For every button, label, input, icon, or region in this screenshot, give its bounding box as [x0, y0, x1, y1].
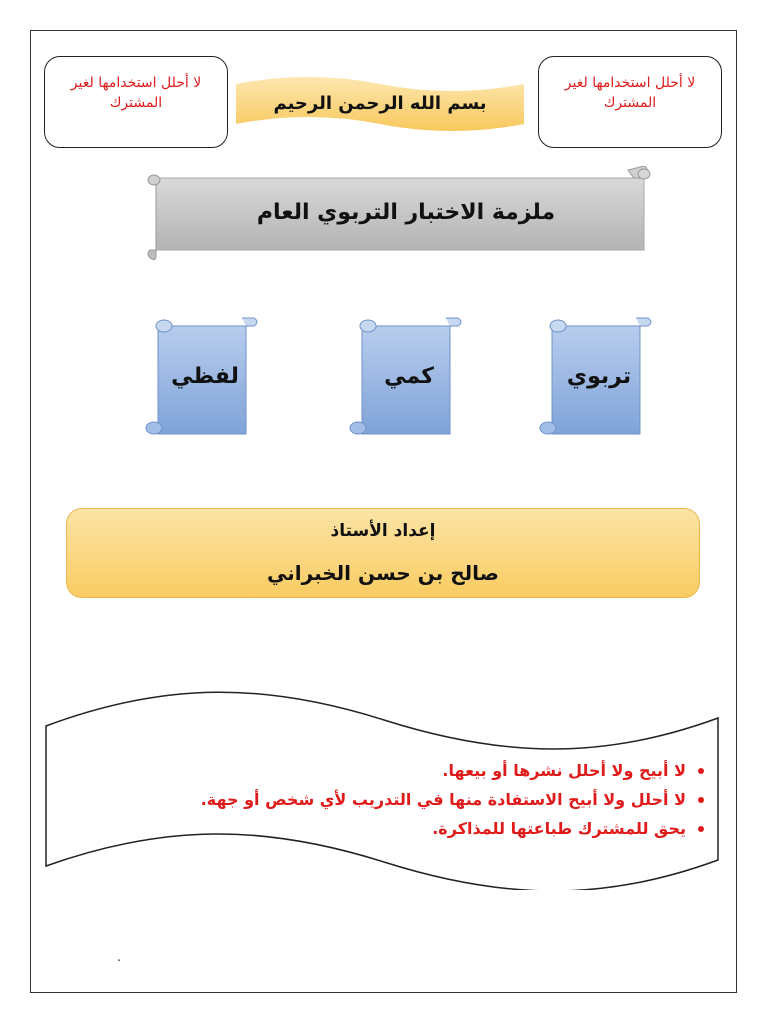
basmala-banner	[236, 76, 524, 136]
bullet-icon	[698, 768, 704, 774]
title-scroll	[146, 166, 654, 264]
author-name: صالح بن حسن الخبراني	[267, 561, 499, 585]
terms-item	[201, 756, 704, 785]
category-label-verbal: لفظي	[171, 363, 239, 389]
terms-list	[201, 756, 704, 843]
notice-text-right: لا أحلل استخدامها لغير المشترك	[564, 75, 696, 111]
category-label-quantitative: كمي	[384, 363, 434, 389]
bullet-icon	[698, 826, 704, 832]
category-scroll-quantitative	[346, 316, 462, 438]
author-label: إعداد الأستاذ	[330, 521, 436, 541]
notice-text-left: لا أحلل استخدامها لغير المشترك	[70, 75, 202, 111]
author-box	[66, 508, 700, 598]
category-scroll-verbal	[142, 316, 258, 438]
category-label-educational: تربوي	[566, 363, 632, 389]
terms-item	[201, 814, 704, 843]
terms-text: يحق للمشترك طباعتها للمذاكرة.	[432, 819, 686, 838]
category-scroll-educational	[536, 316, 652, 438]
bullet-icon	[698, 797, 704, 803]
basmala-text: بسم الله الرحمن الرحيم	[273, 92, 487, 114]
notice-box-right	[538, 56, 722, 148]
terms-text: لا أحلل ولا أبيح الاستفادة منها في التدريب لأي شخص أو جهة.	[200, 790, 686, 809]
terms-item	[201, 785, 704, 814]
stray-mark: .	[117, 950, 121, 964]
page-title: ملزمة الاختبار التربوي العام	[256, 199, 556, 225]
notice-box-left	[44, 56, 228, 148]
terms-text: لا أبيح ولا أحلل نشرها أو بيعها.	[442, 761, 686, 780]
